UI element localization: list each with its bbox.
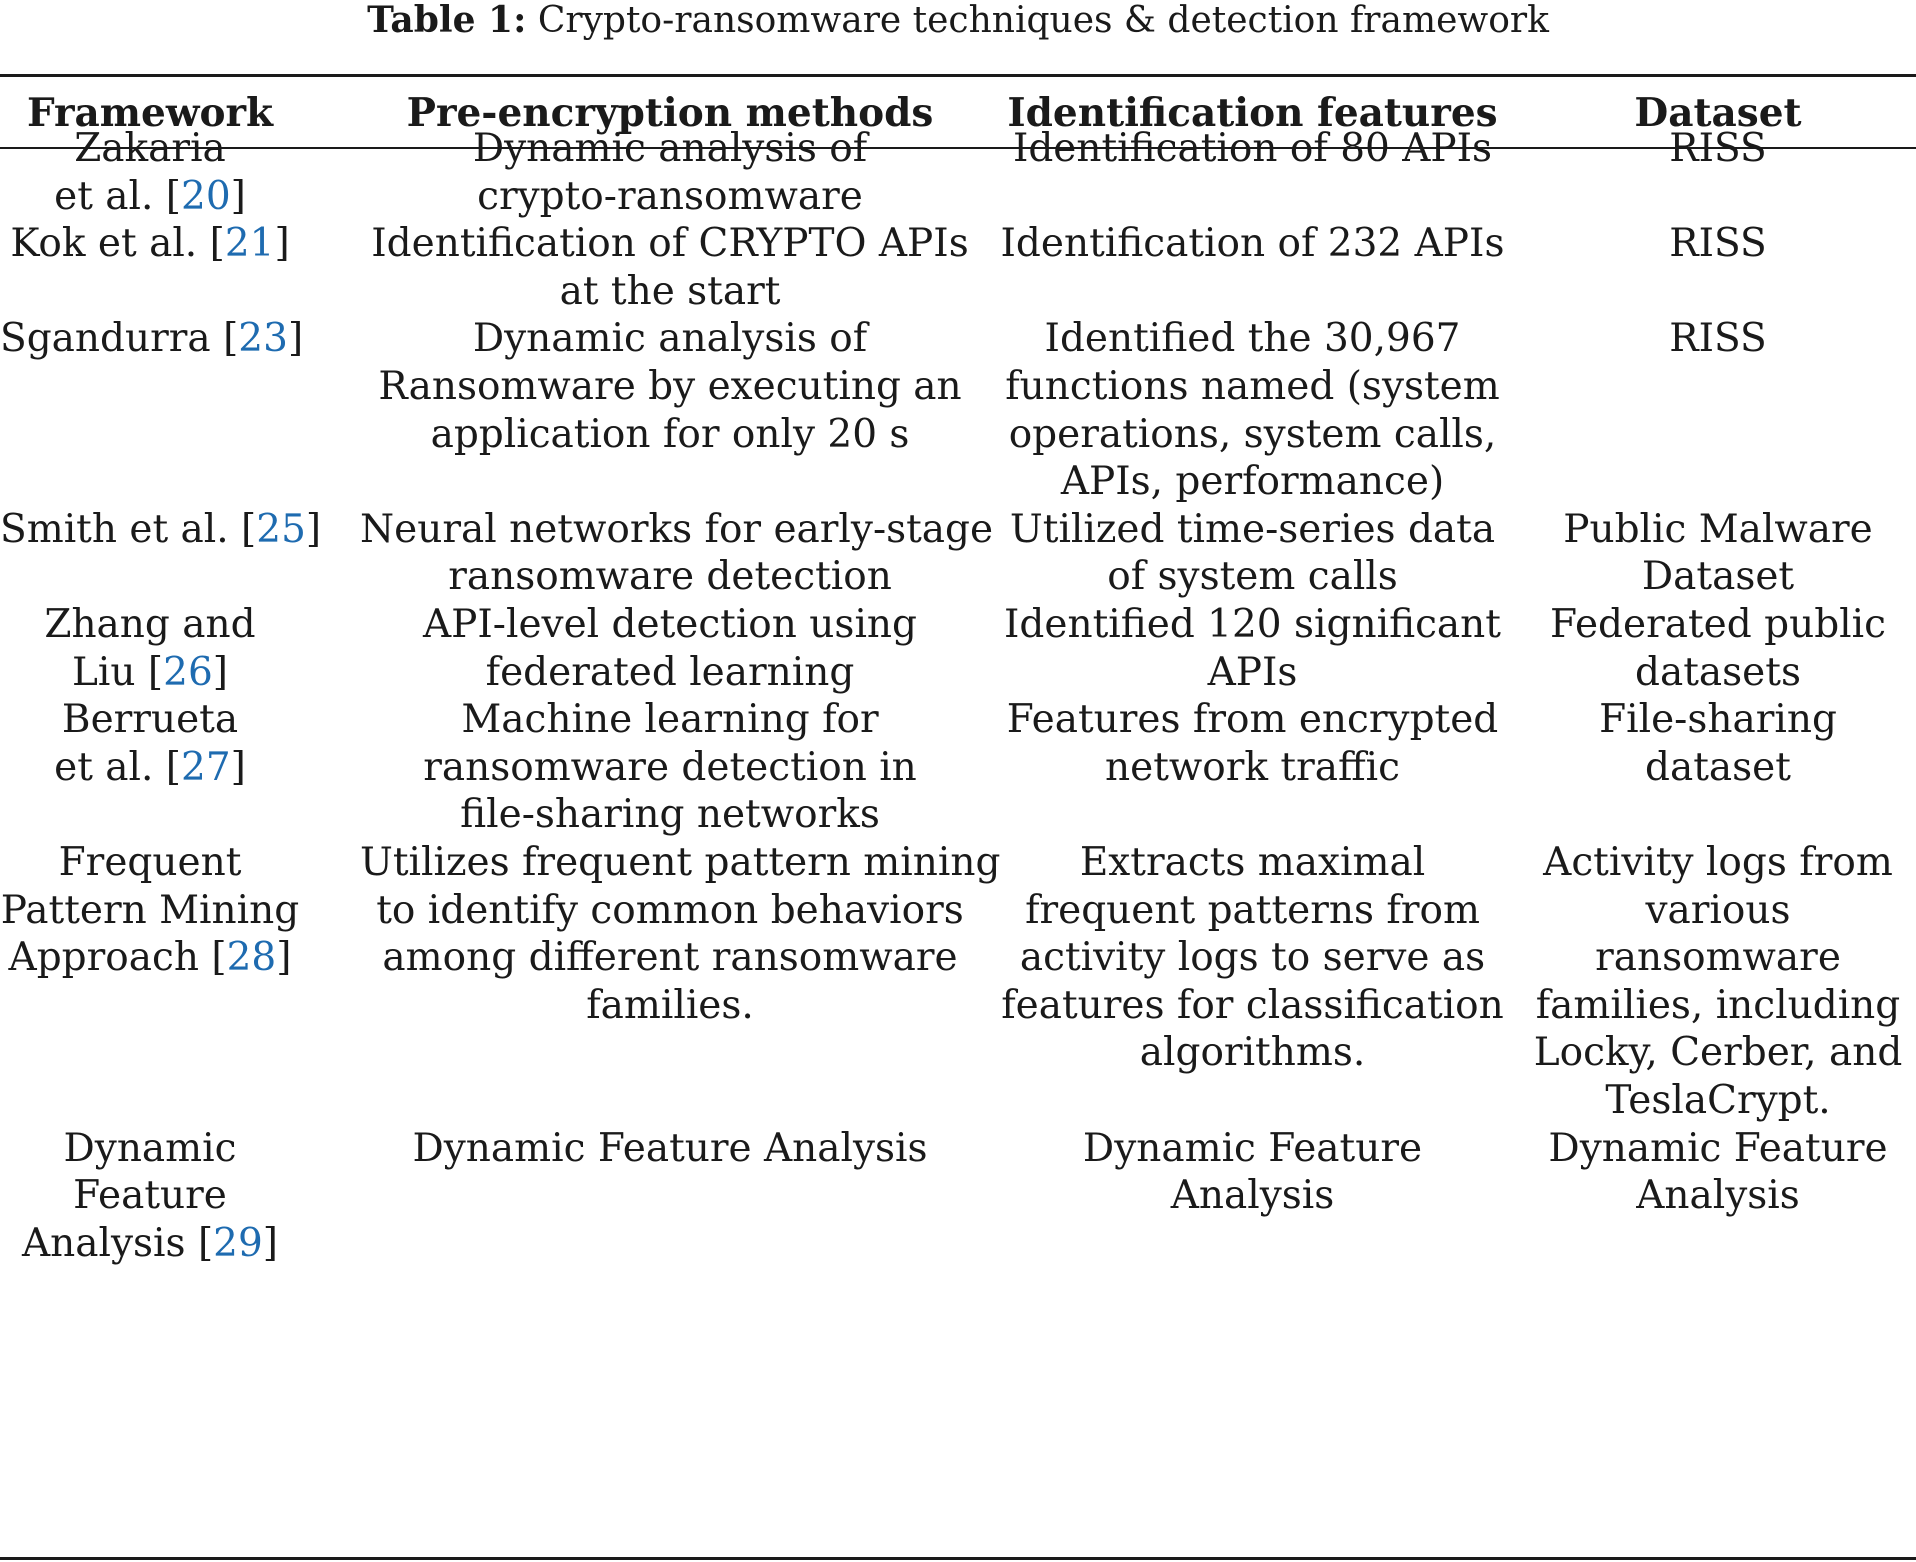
cell-line (1520, 220, 1916, 268)
cell-text: Zakaria (74, 126, 226, 171)
citation-bracket-close: ] (230, 173, 246, 219)
cell-dataset (1520, 601, 1916, 696)
cell-text: various (1645, 887, 1791, 933)
cell-line (1000, 315, 1505, 363)
cell-line (1520, 315, 1916, 363)
cell-text: Frequent (58, 840, 242, 885)
cell-text: et al. (54, 173, 166, 219)
cell-text: Dataset (1641, 554, 1795, 600)
cell-line (360, 315, 980, 363)
table-row (0, 506, 1916, 601)
cell-line (0, 1220, 300, 1268)
cell-pre-encryption-methods (360, 601, 980, 696)
cell-line (360, 601, 980, 649)
cell-line (1000, 839, 1505, 887)
cell-line (1520, 1125, 1916, 1173)
cell-line (1000, 411, 1505, 459)
table-row (0, 839, 1916, 1125)
citation-bracket-close: ] (230, 744, 246, 790)
cell-line (0, 649, 300, 697)
cell-text: TeslaCrypt. (1605, 1077, 1831, 1123)
cell-text: network traffic (1105, 744, 1400, 790)
cell-text: File-sharing (1599, 697, 1837, 743)
table-row (0, 1125, 1916, 1268)
cell-text: Public Malware (1563, 506, 1873, 552)
cell-line (1000, 125, 1505, 173)
cell-text: datasets (1635, 649, 1801, 695)
citation-bracket-open: [ (209, 221, 225, 267)
cell-line (1520, 887, 1916, 935)
cell-text: frequent patterns from (1025, 887, 1480, 933)
cell-text: Zhang and (44, 602, 256, 647)
cell-line (1520, 649, 1916, 697)
cell-text: Neural networks for early-stage (360, 506, 994, 552)
cell-text: Machine learning for (461, 697, 879, 743)
cell-text: Identification of 232 APIs (1000, 221, 1505, 267)
citation-link[interactable]: 27 (181, 744, 231, 790)
cell-line (1520, 744, 1916, 792)
cell-dataset (1520, 220, 1916, 268)
header-dataset: Dataset (1634, 90, 1802, 136)
cell-framework (0, 1125, 300, 1268)
cell-dataset (1520, 506, 1916, 601)
cell-framework (0, 506, 322, 554)
cell-text: to identify common behaviors (376, 887, 964, 933)
citation-bracket-open: [ (223, 316, 239, 362)
citation-link[interactable]: 23 (238, 316, 288, 362)
cell-line (360, 982, 980, 1030)
cell-text: Berrueta (61, 697, 239, 743)
cell-line (1520, 1172, 1916, 1220)
table-row (0, 220, 1916, 315)
cell-identification-features (1000, 1125, 1505, 1220)
citation-bracket-open: [ (165, 173, 182, 219)
citation-bracket-open: [ (197, 1220, 214, 1266)
cell-text: Pattern Mining (0, 887, 300, 933)
citation-bracket-close: ] (274, 221, 290, 267)
cell-text: among different ransomware (382, 935, 958, 981)
cell-text: Liu (72, 649, 148, 695)
cell-text: Analysis (21, 1220, 198, 1266)
cell-line (1000, 220, 1505, 268)
cell-line (360, 220, 980, 268)
cell-line (0, 173, 300, 221)
cell-line (360, 887, 980, 935)
cell-line (1520, 982, 1916, 1030)
cell-line (360, 696, 980, 744)
cell-text: Smith et al. (0, 506, 242, 552)
cell-text: Dynamic (63, 1125, 237, 1171)
cell-text: Kok et al. (10, 221, 210, 267)
cell-pre-encryption-methods (360, 506, 994, 601)
cell-framework (0, 839, 300, 982)
cell-dataset (1520, 839, 1916, 1125)
citation-link[interactable]: 25 (256, 506, 306, 552)
cell-pre-encryption-methods (360, 839, 1001, 1029)
table-row (0, 601, 1916, 696)
cell-line (1000, 649, 1505, 697)
cell-line (1520, 601, 1916, 649)
cell-text: APIs, performance) (1060, 459, 1445, 505)
cell-text: Analysis (1636, 1173, 1800, 1219)
citation-bracket-close: ] (287, 316, 304, 362)
table-row (0, 315, 1916, 505)
cell-text: application for only 20 s (430, 411, 910, 457)
cell-text: Dynamic analysis of (472, 126, 868, 171)
cell-text: RISS (1669, 126, 1767, 171)
cell-line (0, 601, 300, 649)
cell-pre-encryption-methods (360, 125, 980, 220)
cell-line (0, 934, 300, 982)
cell-text: families. (586, 982, 754, 1028)
citation-bracket-close: ] (262, 1220, 279, 1266)
cell-line (360, 839, 1001, 887)
bottom-rule (0, 1557, 1916, 1560)
cell-line (1000, 553, 1505, 601)
cell-line (1520, 839, 1916, 887)
cell-text: Dynamic Feature (1548, 1125, 1888, 1171)
citation-link[interactable]: 26 (163, 649, 213, 695)
cell-line (0, 1125, 300, 1173)
cell-dataset (1520, 696, 1916, 791)
cell-text: crypto-ransomware (477, 173, 863, 219)
cell-framework (0, 220, 300, 268)
cell-pre-encryption-methods (360, 220, 980, 315)
cell-text: Dynamic Feature Analysis (412, 1125, 928, 1171)
cell-text: dataset (1645, 744, 1791, 790)
cell-line (1000, 363, 1505, 411)
cell-line (360, 268, 980, 316)
cell-text: Locky, Cerber, and (1533, 1030, 1903, 1076)
cell-line (1000, 458, 1505, 506)
cell-text: Extracts maximal (1079, 840, 1426, 885)
cell-line (360, 506, 994, 554)
cell-line (1000, 696, 1505, 744)
cell-framework (0, 696, 300, 791)
cell-text: activity logs to serve as (1019, 935, 1486, 981)
header-identification-features: Identification features (1007, 90, 1498, 136)
cell-text: RISS (1669, 221, 1767, 267)
cell-line (1520, 1077, 1916, 1125)
citation-bracket-open: [ (241, 506, 257, 552)
cell-text: Analysis (1170, 1173, 1335, 1219)
cell-text: Federated public (1550, 602, 1886, 647)
citation-link[interactable]: 20 (181, 173, 231, 219)
cell-line (1000, 744, 1505, 792)
cell-line (0, 125, 300, 173)
citation-link[interactable]: 21 (224, 221, 275, 267)
cell-line (360, 1125, 980, 1173)
cell-text: ransomware detection (448, 554, 892, 600)
cell-framework (0, 315, 304, 363)
cell-pre-encryption-methods (360, 1125, 980, 1173)
cell-text: Identified the 30,967 (1044, 316, 1461, 362)
table-row (0, 125, 1916, 220)
cell-identification-features (1000, 315, 1505, 505)
caption-label: Table 1: (367, 0, 527, 41)
header-pre-encryption-methods: Pre-encryption methods (406, 90, 934, 136)
cell-line (1520, 125, 1916, 173)
citation-bracket-open: [ (211, 935, 227, 981)
cell-identification-features (1000, 839, 1505, 1077)
cell-identification-features (1000, 601, 1505, 696)
cell-text: functions named (system (1005, 363, 1500, 409)
cell-framework (0, 601, 300, 696)
cell-line (1520, 934, 1916, 982)
cell-identification-features (1000, 125, 1505, 173)
cell-text: ransomware detection in (423, 744, 917, 790)
cell-line (0, 506, 322, 554)
cell-text: Dynamic analysis of (472, 316, 868, 362)
cell-line (1000, 982, 1505, 1030)
cell-text: algorithms. (1139, 1030, 1366, 1076)
cell-line (360, 125, 980, 173)
cell-text: families, including (1535, 982, 1901, 1028)
cell-line (0, 1172, 300, 1220)
caption-text: Crypto-ransomware techniques & detection framework (537, 0, 1549, 41)
cell-text: Feature (73, 1173, 227, 1219)
cell-line (1000, 601, 1505, 649)
cell-identification-features (1000, 506, 1505, 601)
cell-text: RISS (1669, 316, 1767, 362)
cell-text: Approach (8, 935, 212, 981)
cell-line (360, 363, 980, 411)
cell-identification-features (1000, 220, 1505, 268)
cell-text: APIs (1207, 649, 1298, 695)
cell-text: Sgandurra (0, 316, 224, 362)
citation-bracket-close: ] (276, 935, 292, 981)
cell-text: Features from encrypted (1006, 697, 1499, 743)
cell-text: features for classification (1001, 982, 1504, 1028)
cell-text: Activity logs from (1543, 840, 1893, 885)
cell-line (0, 220, 300, 268)
cell-text: Utilizes frequent pattern mining (360, 840, 1001, 885)
cell-line (0, 696, 300, 744)
cell-text: Identification of 80 APIs (1012, 126, 1493, 171)
cell-line (1520, 553, 1916, 601)
table-row (0, 696, 1916, 839)
citation-link[interactable]: 28 (226, 935, 277, 981)
cell-text: Utilized time-series data (1009, 506, 1496, 552)
cell-line (360, 649, 980, 697)
cell-text: ransomware (1595, 935, 1841, 981)
cell-text: Dynamic Feature (1082, 1125, 1423, 1171)
cell-line (1520, 696, 1916, 744)
cell-text: file-sharing networks (460, 792, 880, 838)
cell-pre-encryption-methods (360, 696, 980, 839)
cell-line (1000, 934, 1505, 982)
cell-line (360, 553, 980, 601)
cell-text: Ransomware by executing an (378, 363, 962, 409)
cell-line (1000, 1125, 1505, 1173)
cell-framework (0, 125, 300, 220)
cell-dataset (1520, 1125, 1916, 1220)
cell-line (1000, 887, 1505, 935)
cell-line (1000, 1029, 1505, 1077)
citation-bracket-open: [ (165, 744, 182, 790)
cell-text: at the start (559, 268, 781, 314)
cell-text: federated learning (485, 649, 855, 695)
top-rule (0, 74, 1916, 77)
citation-bracket-open: [ (147, 649, 164, 695)
cell-line (0, 887, 300, 935)
citation-link[interactable]: 29 (213, 1220, 263, 1266)
cell-text: API-level detection using (423, 602, 917, 647)
cell-line (360, 934, 980, 982)
cell-text: Identified 120 significant (1004, 602, 1501, 647)
cell-line (0, 839, 300, 887)
cell-line (1520, 506, 1916, 554)
cell-dataset (1520, 125, 1916, 173)
cell-line (0, 315, 304, 363)
cell-text: Identification of CRYPTO APIs (371, 221, 969, 267)
cell-text: operations, system calls, (1008, 411, 1497, 457)
cell-line (360, 744, 980, 792)
cell-line (1000, 1172, 1505, 1220)
cell-line (0, 744, 300, 792)
cell-pre-encryption-methods (360, 315, 980, 458)
header-framework: Framework (26, 90, 274, 136)
cell-line (1520, 1029, 1916, 1077)
citation-bracket-close: ] (305, 506, 322, 552)
cell-line (360, 411, 980, 459)
cell-dataset (1520, 315, 1916, 363)
cell-line (1000, 506, 1505, 554)
cell-text: of system calls (1107, 554, 1398, 600)
cell-line (360, 173, 980, 221)
table-caption (0, 0, 1916, 44)
citation-bracket-close: ] (212, 649, 228, 695)
cell-identification-features (1000, 696, 1505, 791)
cell-line (360, 791, 980, 839)
cell-text: et al. (54, 744, 166, 790)
